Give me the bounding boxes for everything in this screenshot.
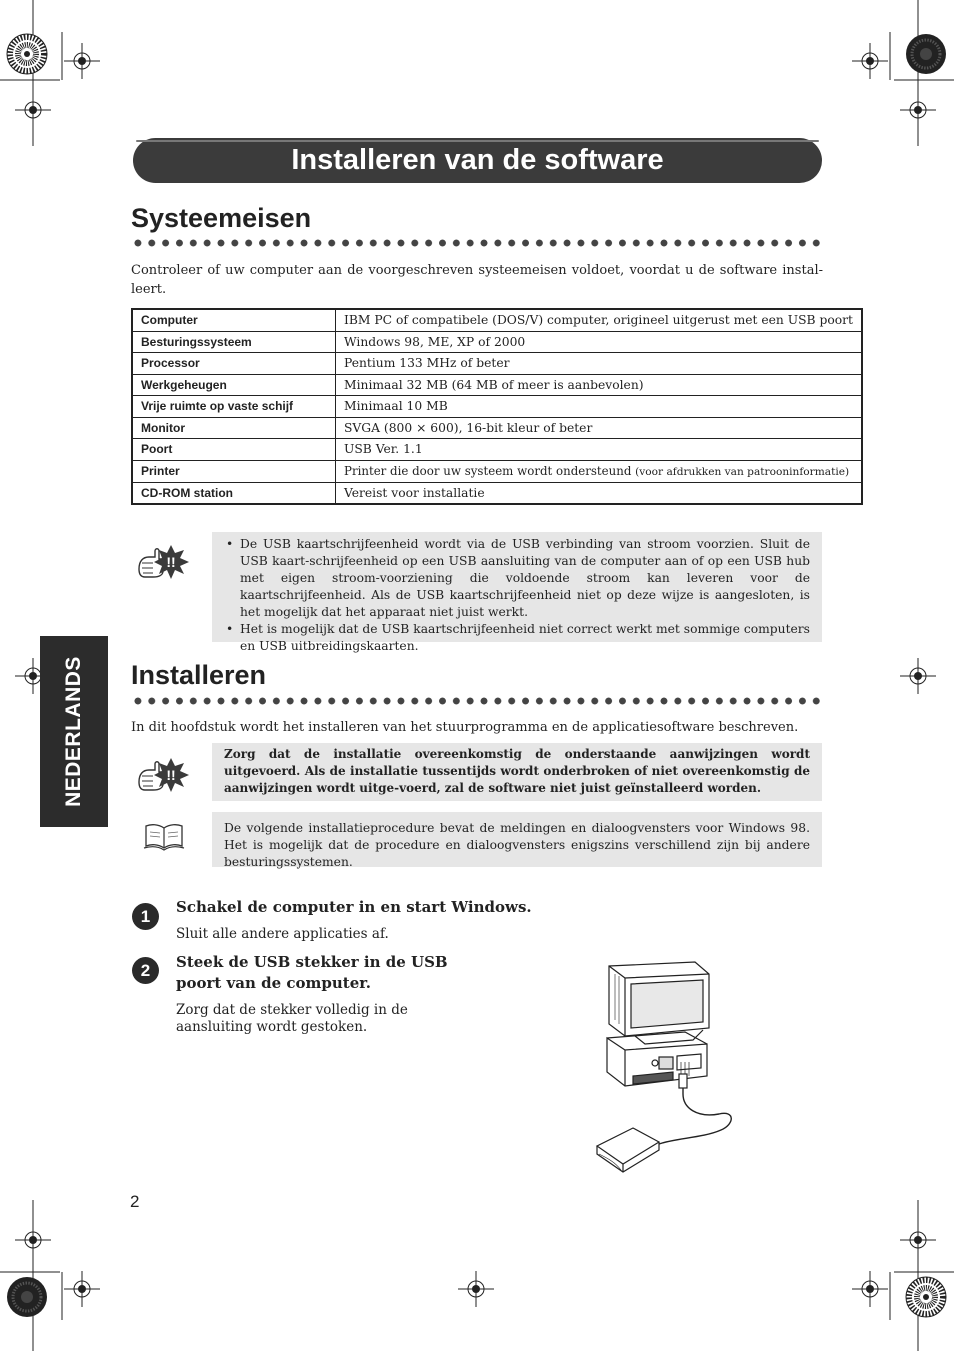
windows98-info: De volgende installatieprocedure bevat de meldingen en dialoogvensters voor Windows 98. Het is mogelijk dat de procedure en dialoogvensters enigszins verschillend zijn bij andere besturingssystemen.	[212, 812, 822, 867]
page-title-banner	[133, 138, 822, 183]
spec-value-main: Printer die door uw systeem wordt ondersteund	[344, 463, 632, 478]
spec-label: Monitor	[132, 417, 336, 439]
spec-label: Printer	[132, 460, 336, 482]
language-side-tab	[40, 636, 108, 827]
heading-installeren: Installeren	[131, 660, 267, 690]
system-requirements-table	[131, 308, 863, 505]
spec-value	[336, 460, 862, 482]
heading-systeemeisen: Systeemeisen	[131, 203, 312, 233]
spec-label: CD-ROM station	[132, 482, 336, 504]
spec-label: Computer	[132, 309, 336, 331]
computer-usb-illustration	[585, 958, 745, 1180]
spec-label: Poort	[132, 439, 336, 461]
hand-warning-icon	[133, 750, 191, 798]
page-title: Installeren van de software	[291, 144, 664, 176]
systeemeisen-intro: Controleer of uw computer aan de voorgeschreven systeemeisen voldoet, voordat u de software instal-leert.	[131, 263, 823, 297]
step-title: Steek de USB stekker in de USB poort van de computer.	[176, 953, 448, 992]
note-item: • Het is mogelijk dat de USB kaartschrijfeenheid niet correct werkt met sommige computers en USB uitbreidingskaarten.	[224, 621, 810, 655]
installeren-intro: In dit hoofdstuk wordt het installeren van het stuurprogramma en de applicatiesoftware beschreven.	[131, 720, 799, 735]
spec-value-note: (voor afdrukken van patrooninformatie)	[635, 465, 850, 478]
installation-warning: Zorg dat de installatie overeenkomstig de onderstaande aanwijzingen wordt uitgevoerd. Als de installatie tussentijds wordt onderbroken of niet overeenkomstig de aanwijzingen wordt uitge-voerd, zal de software niet juist geïnstalleerd worden.	[212, 743, 822, 801]
step-title: Schakel de computer in en start Windows.	[176, 898, 532, 916]
spec-row	[132, 439, 862, 461]
step-number: 2	[132, 957, 159, 984]
spec-label: Besturingssysteem	[132, 331, 336, 353]
spec-value: Pentium 133 MHz of beter	[336, 353, 862, 375]
step-number: 1	[132, 903, 159, 930]
spec-row	[132, 374, 862, 396]
spec-row	[132, 460, 862, 482]
spec-value: Minimaal 32 MB (64 MB of meer is aanbevolen)	[336, 374, 862, 396]
hand-warning-icon	[133, 537, 191, 585]
spec-value: Minimaal 10 MB	[336, 396, 862, 418]
spec-label: Werkgeheugen	[132, 374, 336, 396]
svg-text:!!: !!	[166, 554, 176, 570]
spec-value: Windows 98, ME, XP of 2000	[336, 331, 862, 353]
open-book-icon	[143, 822, 185, 852]
spec-row	[132, 482, 862, 504]
step-text: Zorg dat de stekker volledig in de aansluiting wordt gestoken.	[176, 1002, 408, 1035]
spec-row	[132, 353, 862, 375]
language-label: NEDERLANDS	[62, 656, 85, 807]
spec-row	[132, 309, 862, 331]
spec-value: IBM PC of compatibele (DOS/V) computer, origineel uitgerust met een USB poort	[336, 309, 862, 331]
dotted-divider	[131, 239, 823, 247]
spec-row	[132, 331, 862, 353]
note-item: • De USB kaartschrijfeenheid wordt via de USB verbinding van stroom voorzien. Sluit de USB kaart-schrijfeenheid op een USB aansluiting van de computer aan of op een USB hub met eigen stroom-voorziening die voldoende stroom kan leveren voor de kaartschrijfeenheid. Als de USB kaartschrijfeenheid niet op deze wijze is aangesloten, is het mogelijk dat het apparaat niet juist werkt.	[224, 536, 810, 621]
spec-value: SVGA (800 × 600), 16-bit kleur of beter	[336, 417, 862, 439]
spec-row	[132, 396, 862, 418]
page-number: 2	[130, 1192, 140, 1211]
dotted-divider	[131, 697, 823, 705]
spec-value: Vereist voor installatie	[336, 482, 862, 504]
step-text: Sluit alle andere applicaties af.	[176, 926, 389, 942]
spec-label: Vrije ruimte op vaste schijf	[132, 396, 336, 418]
usb-power-note	[212, 532, 822, 653]
spec-row	[132, 417, 862, 439]
svg-text:!!: !!	[166, 767, 176, 783]
spec-label: Processor	[132, 353, 336, 375]
spec-value: USB Ver. 1.1	[336, 439, 862, 461]
